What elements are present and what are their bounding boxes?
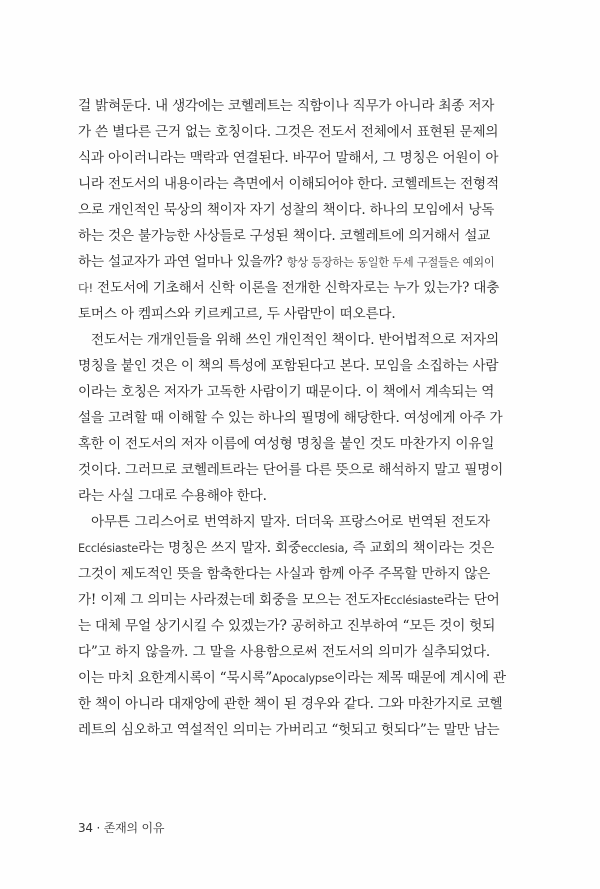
text-line: 그것이 제도적인 뜻을 함축한다는 사실과 함께 아주 주목할 만하지 않은 [78, 566, 491, 582]
page-footer [78, 819, 164, 836]
text-line: 설을 고려할 때 이해할 수 있는 하나의 필명에 해당한다. 여성에게 아주 가 [78, 410, 503, 426]
text-run: 이라는 제목 때문에 계시에 관 [334, 670, 506, 686]
text-line: 혹한 이 전도서의 저자 이름에 여성형 명칭을 붙인 것도 마찬가지 이유일 [78, 436, 495, 452]
text-line: 이라는 호칭은 저자가 고독한 사람이기 때문이다. 이 책에서 계속되는 역 [78, 384, 495, 400]
body-text [78, 93, 506, 743]
text-run: 가! 이제 그 의미는 사라졌는데 회중을 모으는 전도자 [78, 592, 384, 608]
text-line: 라는 사실 그대로 수용해야 한다. [78, 488, 267, 504]
text-line [78, 249, 495, 275]
text-line [78, 665, 506, 691]
text-run: 라는 단어 [443, 592, 500, 608]
text-line: 한 책이 아니라 대재앙에 관한 책이 된 경우와 같다. 그와 마찬가지로 코헬 [78, 696, 503, 712]
foreign-term: Apocalypse [271, 672, 335, 685]
text-line: 으로 개인적인 묵상의 책이자 자기 성찰의 책이다. 하나의 모임에서 낭독 [78, 202, 495, 218]
running-title: 존재의 이유 [103, 821, 165, 835]
text-line: 전도서는 개개인들을 위해 쓰인 개인적인 책이다. 반어법적으로 저자의 [91, 332, 499, 348]
paragraph-1 [78, 93, 500, 327]
text-run: 하는 설교자가 과연 얼마나 있을까? [78, 254, 287, 270]
text-line: 다”고 하지 않을까. 그 말을 사용함으로써 전도서의 의미가 실추되었다. [78, 644, 490, 660]
page-number: 34 [78, 821, 93, 835]
text-run: 전도서에 기초해서 신학 이론을 전개한 신학자로는 누가 있는가? 대충 [92, 280, 500, 296]
text-line: 걸 밝혀둔다. 내 생각에는 코헬레트는 직함이나 직무가 아니라 최종 저자 [78, 98, 495, 114]
foreign-term: ecclesia [300, 542, 345, 555]
text-line: 명칭을 붙인 것은 이 책의 특성에 포함된다고 본다. 모임을 소집하는 사람 [78, 358, 499, 374]
text-line: 아무튼 그리스어로 번역하지 말자. 더더욱 프랑스어로 번역된 전도자 [91, 514, 490, 530]
aside-text: 다! [78, 282, 93, 295]
text-line: 식과 아이러니라는 맥락과 연결된다. 바꾸어 말해서, 그 명칭은 어원이 아 [78, 150, 499, 166]
paragraph-2 [78, 327, 504, 509]
foreign-term: Ecclésiaste [78, 542, 139, 555]
text-line: 하는 것은 불가능한 사상들로 구성된 책이다. 코헬레트에 의거해서 설교 [78, 228, 491, 244]
aside-text: 항상 등장하는 동일한 두세 구절들은 예외이 [286, 256, 495, 269]
text-run: 라는 명칭은 쓰지 말자. 회중 [138, 540, 301, 556]
foreign-term: Ecclésiaste [383, 594, 444, 607]
text-run: , 즉 교회의 책이라는 것은 [344, 540, 495, 556]
text-run: 이는 마치 요한계시록이 “묵시록” [78, 670, 272, 686]
text-line: 가 쓴 별다른 근거 없는 호칭이다. 그것은 전도서 전체에서 표현된 문제의 [78, 124, 499, 140]
text-line: 것이다. 그러므로 코헬레트라는 단어를 다른 뜻으로 해석하지 말고 필명이 [78, 462, 504, 478]
text-line [78, 535, 495, 561]
text-line [78, 275, 500, 301]
text-line [78, 587, 500, 613]
footer-separator: · [92, 821, 104, 835]
text-line: 니라 전도서의 내용이라는 측면에서 이해되어야 한다. 코헬레트는 전형적 [78, 176, 499, 192]
paragraph-3 [78, 509, 506, 743]
text-line: 토머스 아 켐피스와 키르케고르, 두 사람만이 떠오른다. [78, 306, 396, 322]
text-line: 는 대체 무얼 상기시킬 수 있겠는가? 공허하고 진부하여 “모든 것이 헛되 [78, 618, 496, 634]
text-line: 레트의 심오하고 역설적인 의미는 가버리고 “헛되고 헛되다”는 말만 남는 [78, 722, 500, 738]
